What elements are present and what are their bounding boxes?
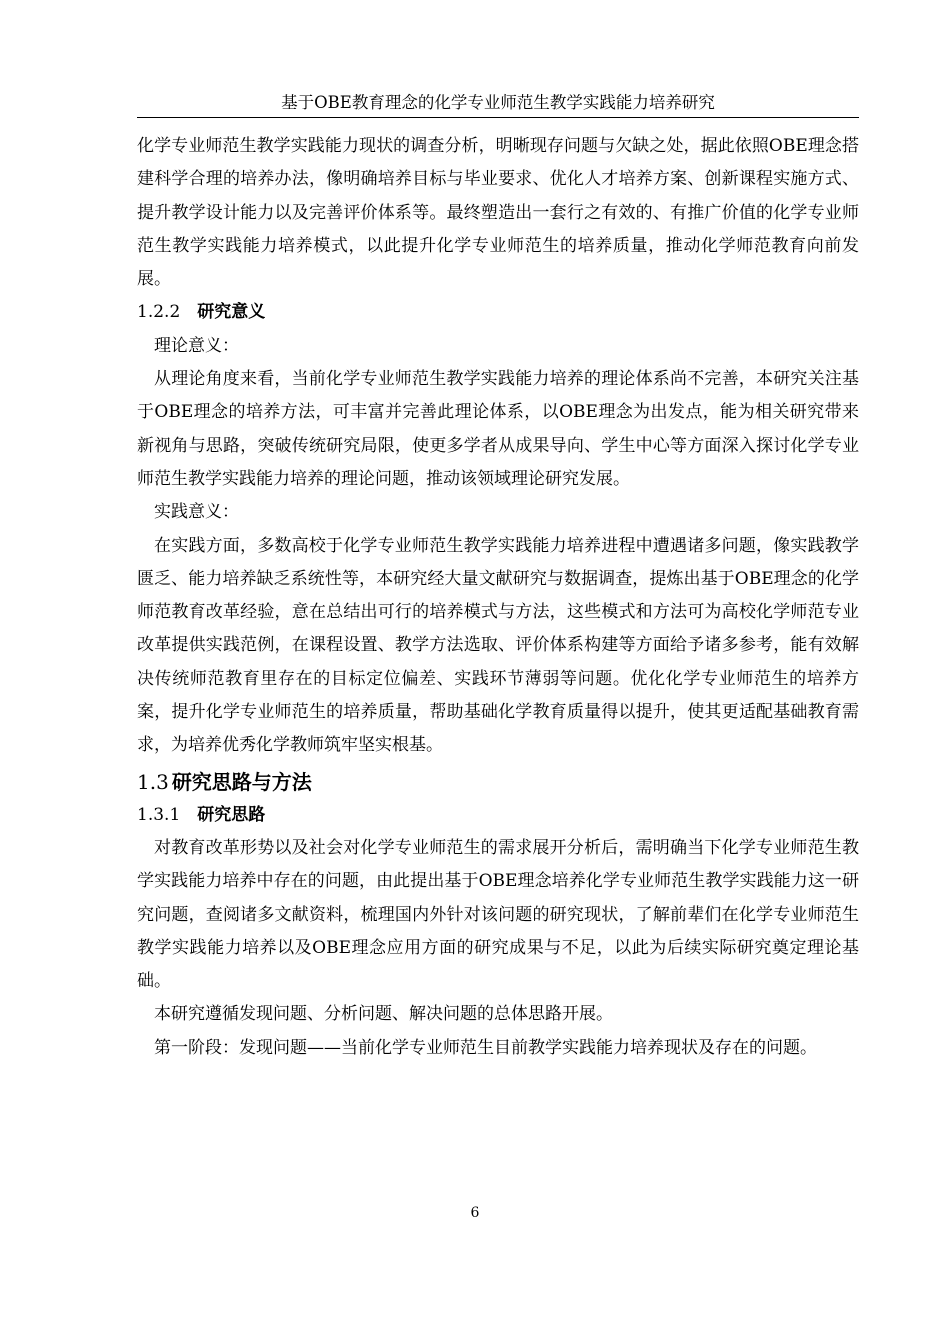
header-rule [137, 117, 859, 118]
theory-label: 理论意义： [154, 335, 239, 356]
section-heading-1-3-1 [137, 799, 859, 832]
paragraph-stage-one: 第一阶段：发现问题——当前化学专业师范生目前教学实践能力培养现状及存在的问题。 [154, 1037, 817, 1058]
paragraph-practice: 在实践方面，多数高校于化学专业师范生教学实践能力培养进程中遭遇诸多问题，像实践教学匮乏、能力培养缺乏系统性等，本研究经大量文献研究与数据调查，提炼出基于OBE理念的化学师范教育改革经验，意在总结出可行的培养模式与方法，这些模式和方法可为高校化学师范专业改革提供实践范例，在课程设置、教学方法选取、评价体系构建等方面给予诸多参考，能有效解决传统师范教育里存在的目标定位偏差、实践环节薄弱等问题。优化化学专业师范生的培养方案，提升化学专业师范生的培养质量，帮助基础化学教育质量得以提升，使其更适配基础教育需求，为培养优秀化学教师筑牢坚实根基。 [137, 535, 859, 756]
section-number: 1.2.2 [137, 302, 181, 323]
running-header: 基于OBE教育理念的化学专业师范生教学实践能力培养研究 [281, 93, 715, 112]
section-heading-1-3 [137, 763, 859, 799]
paragraph-intro: 化学专业师范生教学实践能力现状的调查分析，明晰现存问题与欠缺之处，据此依照OBE理念搭建科学合理的培养办法，像明确培养目标与毕业要求、优化人才培养方案、创新课程实施方式、提升教学设计能力以及完善评价体系等。最终塑造出一套行之有效的、有推广价值的化学专业师范生教学实践能力培养模式，以此提升化学专业师范生的培养质量，推动化学师范教育向前发展。 [137, 136, 859, 290]
section-title: 研究意义 [197, 302, 266, 323]
paragraph-research-idea: 对教育改革形势以及社会对化学专业师范生的需求展开分析后，需明确当下化学专业师范生教学实践能力培养中存在的问题，由此提出基于OBE理念培养化学专业师范生教学实践能力这一研究问题，查阅诸多文献资料，梳理国内外针对该问题的研究现状，了解前辈们在化学专业师范生教学实践能力培养以及OBE理念应用方面的研究成果与不足，以此为后续实际研究奠定理论基础。 [137, 837, 859, 992]
section-heading-1-2-2 [137, 296, 859, 329]
section-title: 研究思路 [197, 804, 266, 825]
section-title: 研究思路与方法 [171, 769, 312, 794]
page-number: 6 [470, 1205, 480, 1221]
page-body [137, 130, 859, 1065]
paragraph-theory: 从理论角度来看，当前化学专业师范生教学实践能力培养的理论体系尚不完善，本研究关注基于OBE理念的培养方法，可丰富并完善此理论体系，以OBE理念为出发点，能为相关研究带来新视角与思路，突破传统研究局限，使更多学者从成果导向、学生中心等方面深入探讨化学专业师范生教学实践能力培养的理论问题，推动该领域理论研究发展。 [137, 369, 859, 489]
section-number: 1.3 [137, 769, 169, 794]
section-number: 1.3.1 [137, 804, 181, 825]
paragraph-approach: 本研究遵循发现问题、分析问题、解决问题的总体思路开展。 [154, 1004, 613, 1025]
practice-label: 实践意义： [154, 502, 239, 523]
